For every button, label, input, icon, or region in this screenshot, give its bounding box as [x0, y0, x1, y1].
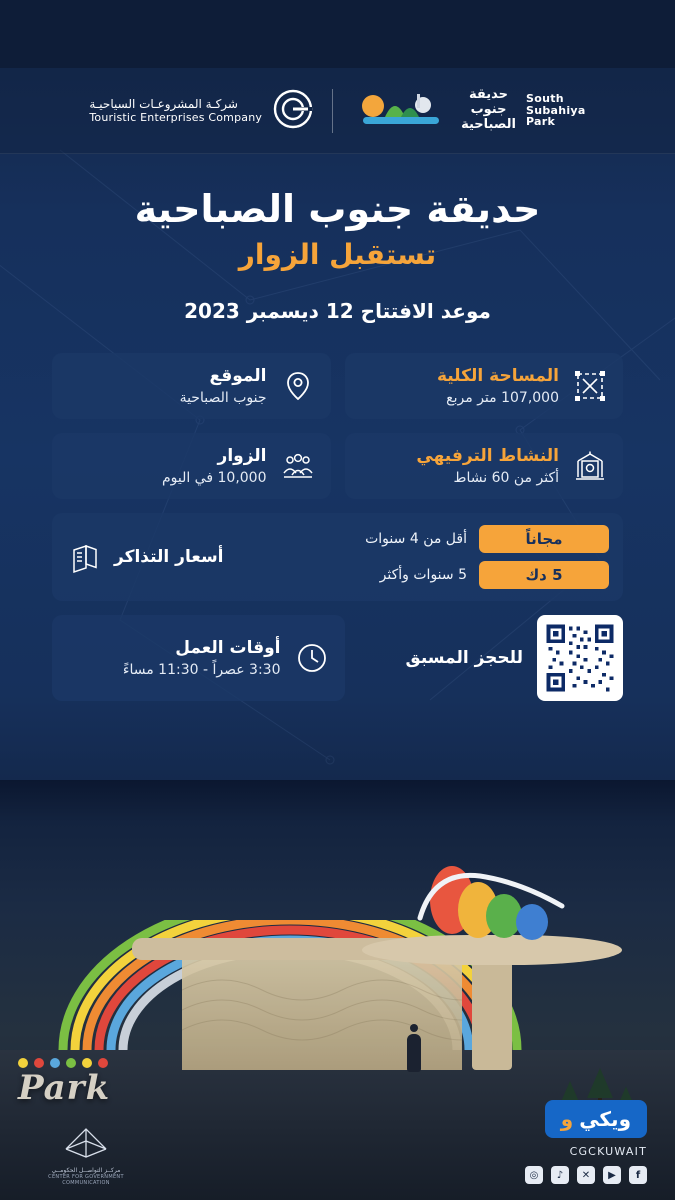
park-logo-ar-line1: حديقة [469, 87, 509, 103]
info-cards [52, 353, 623, 701]
visitors-icon [279, 447, 317, 485]
park-render-image [0, 780, 675, 1200]
tickets-icon [66, 538, 104, 576]
ticket-price-label: أقل من 4 سنوات [365, 530, 467, 547]
card-visitors-title: الزوار [217, 446, 267, 467]
sign-lights [18, 1058, 108, 1068]
area-measure-icon [571, 367, 609, 405]
card-booking [359, 615, 624, 701]
card-area [345, 353, 624, 419]
social-icons[interactable] [525, 1166, 647, 1184]
cgc-mark-icon [26, 1123, 146, 1163]
top-bar [0, 0, 675, 68]
carousel-icon [571, 447, 609, 485]
social-handle: CGCKUWAIT [569, 1145, 647, 1158]
card-area-value: 107,000 متر مربع [446, 390, 559, 407]
park-logo-ar-line3: الصباحية [461, 116, 516, 132]
person-silhouette [407, 1024, 421, 1072]
tec-company-en: Touristic Enterprises Company [89, 111, 263, 125]
waiky-accent: و [560, 1107, 574, 1131]
park-logo-en-line3: Park [525, 115, 556, 129]
card-hours-title: أوقات العمل [175, 638, 281, 659]
tec-logo-mark-icon [272, 88, 314, 134]
clock-icon [293, 639, 331, 677]
cgc-logo [26, 1123, 146, 1186]
park-logo [351, 88, 586, 134]
mushroom-column [472, 955, 512, 1070]
ticket-price-row [238, 561, 610, 589]
cgc-name-en: CENTER FOR GOVERNMENT COMMUNICATION [48, 1174, 124, 1186]
waiky-label: ويكي [579, 1107, 631, 1131]
cgc-name-ar: مركــز التواصــل الحكومــي [51, 1167, 121, 1174]
sculpture-blobs [392, 858, 592, 948]
card-booking-label: للحجز المسبق [405, 647, 523, 668]
entrance-building [62, 900, 562, 1130]
tec-logo [89, 88, 314, 134]
logo-divider [332, 89, 333, 133]
facebook-icon[interactable]: f [629, 1166, 647, 1184]
tec-company-ar: شركـة المشروعـات السياحيـة [89, 96, 238, 111]
youtube-icon[interactable]: ▶ [603, 1166, 621, 1184]
card-activities [345, 433, 624, 499]
headline-block [0, 154, 675, 323]
card-visitors-value: 10,000 في اليوم [161, 470, 267, 487]
card-tickets-title: أسعار التذاكر [114, 546, 224, 567]
cards-row-3 [52, 615, 623, 701]
park-logo-en-line2: Subahiya [525, 103, 586, 117]
park-logo-mark-icon [351, 88, 451, 134]
tiktok-icon[interactable]: ♪ [551, 1166, 569, 1184]
card-hours [52, 615, 345, 701]
cards-row-2 [52, 433, 623, 499]
page-subtitle: تستقبل الزوار [238, 237, 437, 271]
park-logo-en-line1: South [525, 92, 564, 106]
card-location [52, 353, 331, 419]
card-area-title: المساحة الكلية [436, 366, 559, 387]
ticket-price-tag: 5 دك [479, 561, 609, 589]
park-logo-ar-line2: جنوب [470, 102, 507, 118]
tickets-heading [66, 538, 224, 576]
card-hours-value: 3:30 عصراً - 11:30 مساءً [122, 662, 281, 679]
card-location-value: جنوب الصباحية [179, 390, 267, 407]
park-logo-ar [461, 88, 516, 133]
instagram-icon[interactable]: ◎ [525, 1166, 543, 1184]
card-visitors [52, 433, 331, 499]
park-logo-en [526, 93, 586, 128]
opening-date: موعد الافتتاح 12 ديسمبر 2023 [184, 298, 491, 323]
park-sign-text: Park [18, 1068, 111, 1108]
ticket-price-list [238, 525, 610, 589]
tec-logo-text [89, 97, 262, 125]
card-activities-value: أكثر من 60 نشاط [453, 470, 559, 487]
map-pin-icon [279, 367, 317, 405]
page-title: حديقة جنوب الصباحية [134, 187, 541, 231]
card-location-title: الموقع [209, 366, 267, 387]
logo-bar [0, 68, 675, 154]
ticket-price-tag: مجاناً [479, 525, 609, 553]
qr-code-icon[interactable] [537, 615, 623, 701]
waiky-badge[interactable] [545, 1100, 647, 1138]
x-icon[interactable]: ✕ [577, 1166, 595, 1184]
ticket-price-label: 5 سنوات وأكثر [379, 566, 467, 583]
ticket-price-row [238, 525, 610, 553]
card-tickets [52, 513, 623, 601]
cards-row-1 [52, 353, 623, 419]
card-activities-title: النشاط الترفيهي [416, 446, 559, 467]
